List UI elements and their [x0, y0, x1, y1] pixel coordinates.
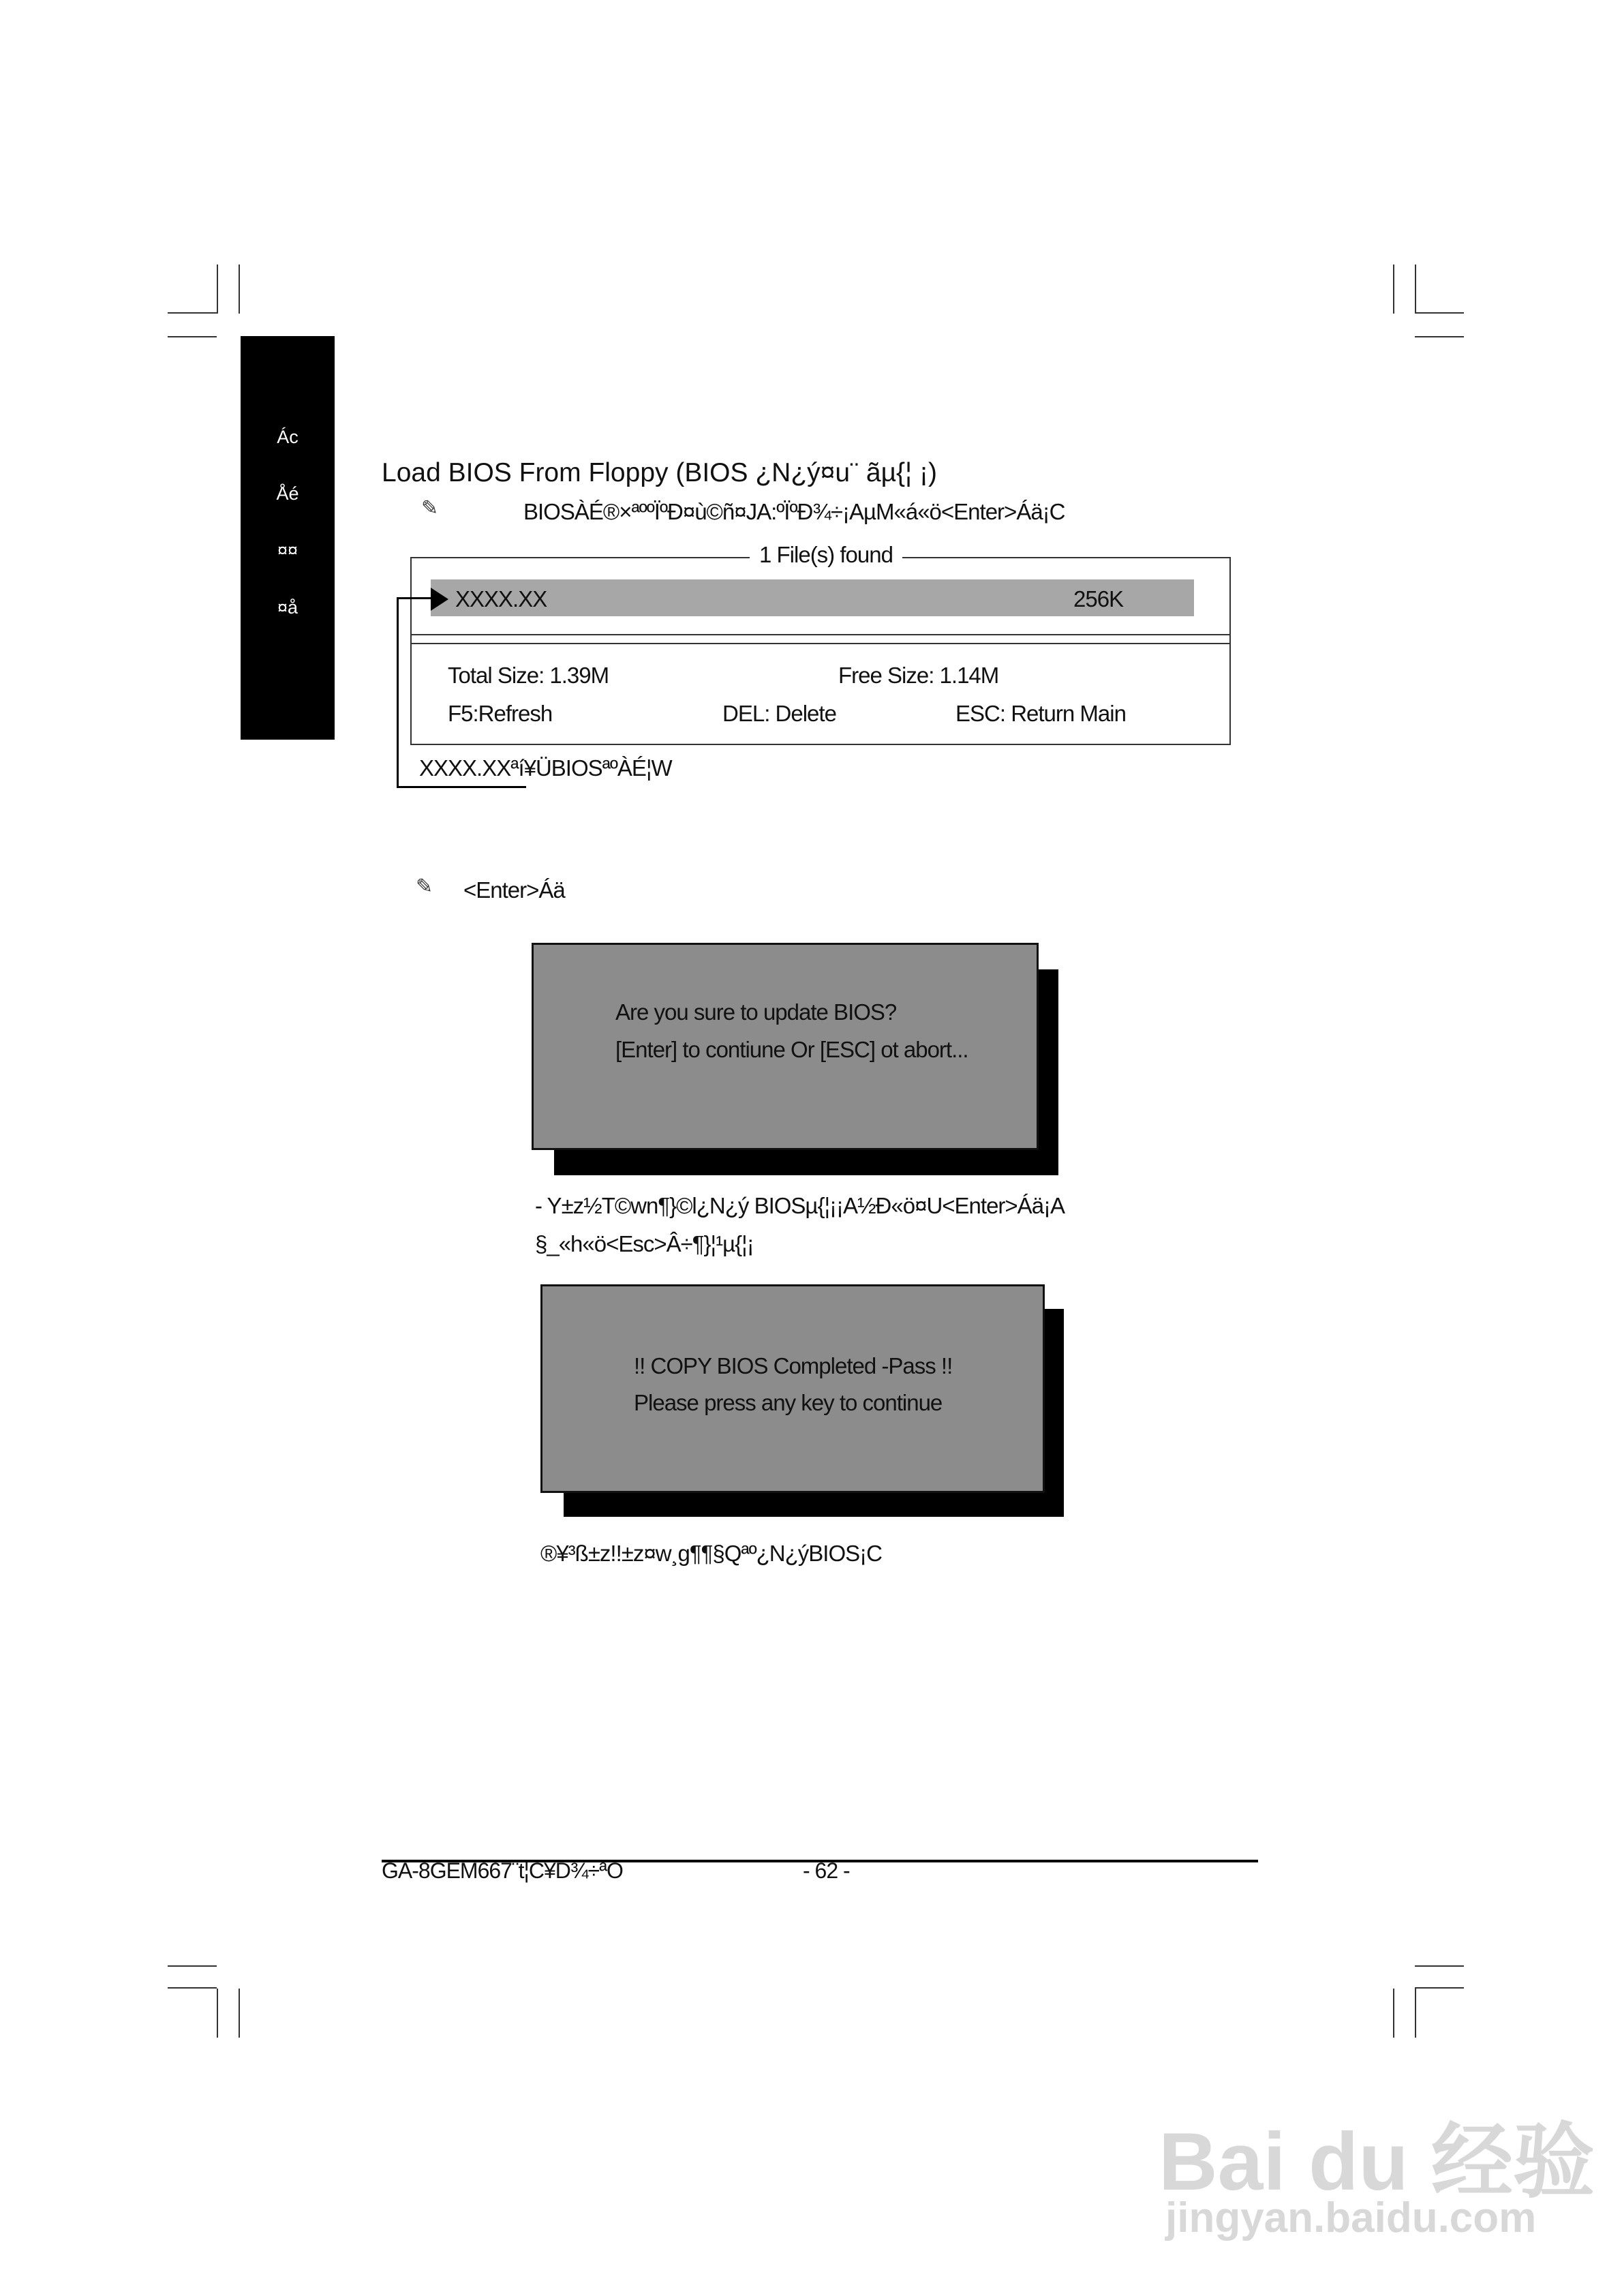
total-size: Total Size: 1.39M: [448, 663, 609, 688]
dialog-line: [Enter] to contiune Or [ESC] ot abort...: [615, 1037, 968, 1062]
pencil-icon: ✎: [416, 875, 433, 898]
footer-model: GA-8GEM667¨t¦C¥D¾÷ªO: [382, 1858, 623, 1883]
divider: [412, 643, 1229, 644]
caption-text: §_«h«ö<Esc>Â÷¶}¦¹µ{¦¡: [535, 1231, 754, 1256]
file-name[interactable]: XXXX.XX: [455, 586, 547, 611]
confirm-update-dialog[interactable]: [532, 943, 1039, 1150]
triangle-pointer-icon: [431, 588, 448, 611]
divider: [412, 634, 1229, 635]
watermark-url: jingyan.baidu.com: [1165, 2194, 1537, 2241]
pencil-icon: ✎: [421, 497, 439, 519]
return-main-key[interactable]: ESC: Return Main: [955, 701, 1126, 726]
refresh-key[interactable]: F5:Refresh: [448, 701, 553, 726]
delete-key[interactable]: DEL: Delete: [722, 701, 836, 726]
section-heading: Load BIOS From Floppy (BIOS ¿N¿ý¤u¨ ãµ{¦ ¡): [382, 458, 938, 487]
note-text: <Enter>Áä: [463, 877, 565, 903]
dialog-line: Are you sure to update BIOS?: [615, 999, 897, 1025]
watermark-logo: Bai du 经验: [1159, 2116, 1595, 2207]
panel-title: 1 File(s) found: [750, 542, 902, 568]
caption-text: ®¥³ß±z!!±z¤w¸g¶¶§Qªº¿N¿ýBIOS¡C: [540, 1541, 882, 1566]
caption-text: - Y±z½T©wn¶}©l¿N¿ý BIOSµ{¦¡¡A½Ð«ö¤U<Enter>Áä¡A: [535, 1193, 1065, 1218]
callout-text: XXXX.XXªí¥ÜBIOSªºÀÉ¦W: [419, 755, 672, 781]
side-tab-item: ¤å: [277, 597, 299, 618]
side-tab-item: Ác: [277, 427, 299, 447]
page-number: - 62 -: [803, 1858, 850, 1883]
dialog-line: !! COPY BIOS Completed -Pass !!: [634, 1353, 953, 1378]
copy-completed-dialog[interactable]: [540, 1284, 1045, 1493]
side-tab-item: ¤¤: [277, 540, 299, 560]
side-tab: [241, 336, 335, 740]
dialog-line: Please press any key to continue: [634, 1390, 943, 1415]
note-text: BIOSÀÉ®×ªººÏºÐ¤ù©ñ¤JA:ºÏºÐ¾÷¡AµM«á«ö<Enter>Áä¡C: [523, 499, 1065, 524]
free-size: Free Size: 1.14M: [838, 663, 999, 688]
side-tab-item: Åé: [276, 483, 299, 504]
file-size: 256K: [1073, 586, 1124, 611]
